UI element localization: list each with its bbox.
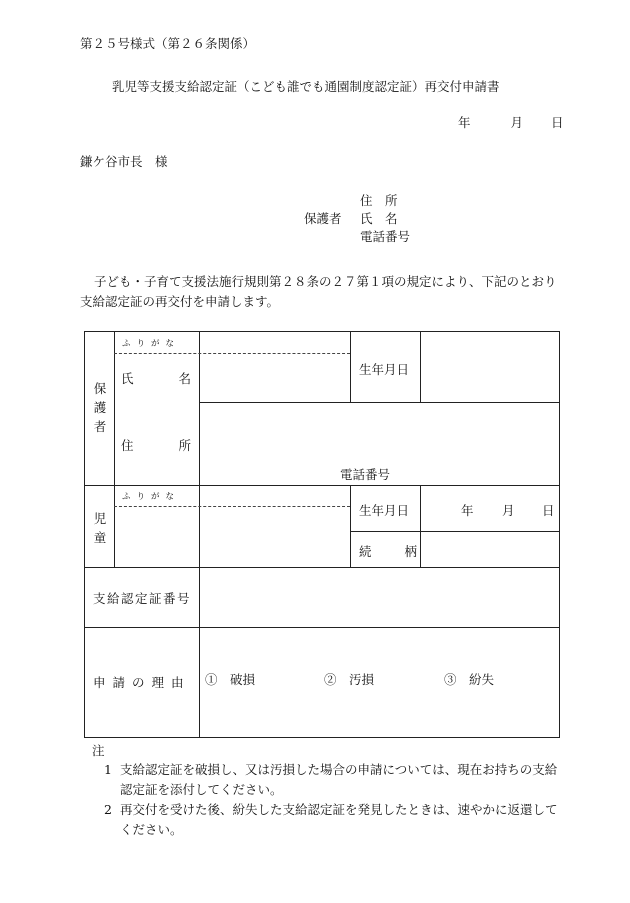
guardian-name-label-a: 氏: [121, 371, 134, 386]
applicant-block: [304, 192, 410, 246]
child-relation-label: [359, 542, 417, 560]
child-section-label: 児童: [93, 511, 107, 545]
child-birth-month-label: 月: [502, 503, 515, 518]
reason-option-lost: ③ 紛失: [444, 672, 495, 687]
date-year-label: 年: [458, 115, 471, 130]
application-form-table: [84, 331, 560, 738]
reason-option-damaged: ① 破損: [205, 672, 256, 687]
form-number: 第２５号様式（第２６条関係）: [80, 36, 256, 51]
certificate-number-label: 支給認定証番号: [93, 591, 192, 606]
applicant-phone-label: 電話番号: [360, 229, 411, 244]
guardian-address-label: [121, 436, 191, 454]
guardian-phone-label: 電話番号: [340, 467, 391, 482]
guardian-name-label: [121, 369, 191, 387]
applicant-name-label: 氏 名: [360, 211, 398, 226]
guardian-address-label-b: 所: [178, 438, 191, 453]
child-relation-label-a: 続: [359, 544, 372, 559]
application-date: [458, 113, 564, 131]
notes-heading: 注: [92, 743, 105, 758]
applicant-address-label: 住 所: [360, 193, 398, 208]
document-title: 乳児等支援支給認定証（こども誰でも通園制度認定証）再交付申請書: [112, 79, 500, 94]
note-1-text: 支給認定証を破損し、又は汚損した場合の申請については、現在お持ちの支給認定証を添付してください。: [120, 762, 558, 797]
child-birth-year-label: 年: [461, 503, 474, 518]
guardian-birthdate-label: 生年月日: [359, 362, 410, 377]
guardian-section-label: 保護者: [93, 381, 107, 434]
child-birth-day-label: 日: [542, 503, 555, 518]
child-relation-label-b: 柄: [404, 544, 417, 559]
guardian-furigana-label: ふりがな: [122, 339, 181, 349]
guardian-name-label-b: 名: [178, 371, 191, 386]
note-1-number: 1: [104, 762, 112, 777]
note-2-number: 2: [104, 802, 112, 817]
body-text: 子ども・子育て支援法施行規則第２８条の２７第１項の規定により、下記のとおり支給認定証の再交付を申請します。: [80, 274, 557, 309]
note-2-text: 再交付を受けた後、紛失した支給認定証を発見したときは、速やかに返還してください。: [120, 802, 558, 837]
child-furigana-label: ふりがな: [122, 492, 181, 502]
applicant-role-label: 保護者: [304, 211, 342, 226]
date-day-label: 日: [551, 115, 564, 130]
child-birthdate-label: 生年月日: [359, 503, 410, 518]
addressee: 鎌ケ谷市長 様: [80, 154, 168, 169]
guardian-address-label-a: 住: [121, 438, 134, 453]
reason-option-soiled: ② 汚損: [324, 672, 375, 687]
date-month-label: 月: [510, 115, 524, 130]
reason-label: 申請の理由: [93, 675, 191, 690]
